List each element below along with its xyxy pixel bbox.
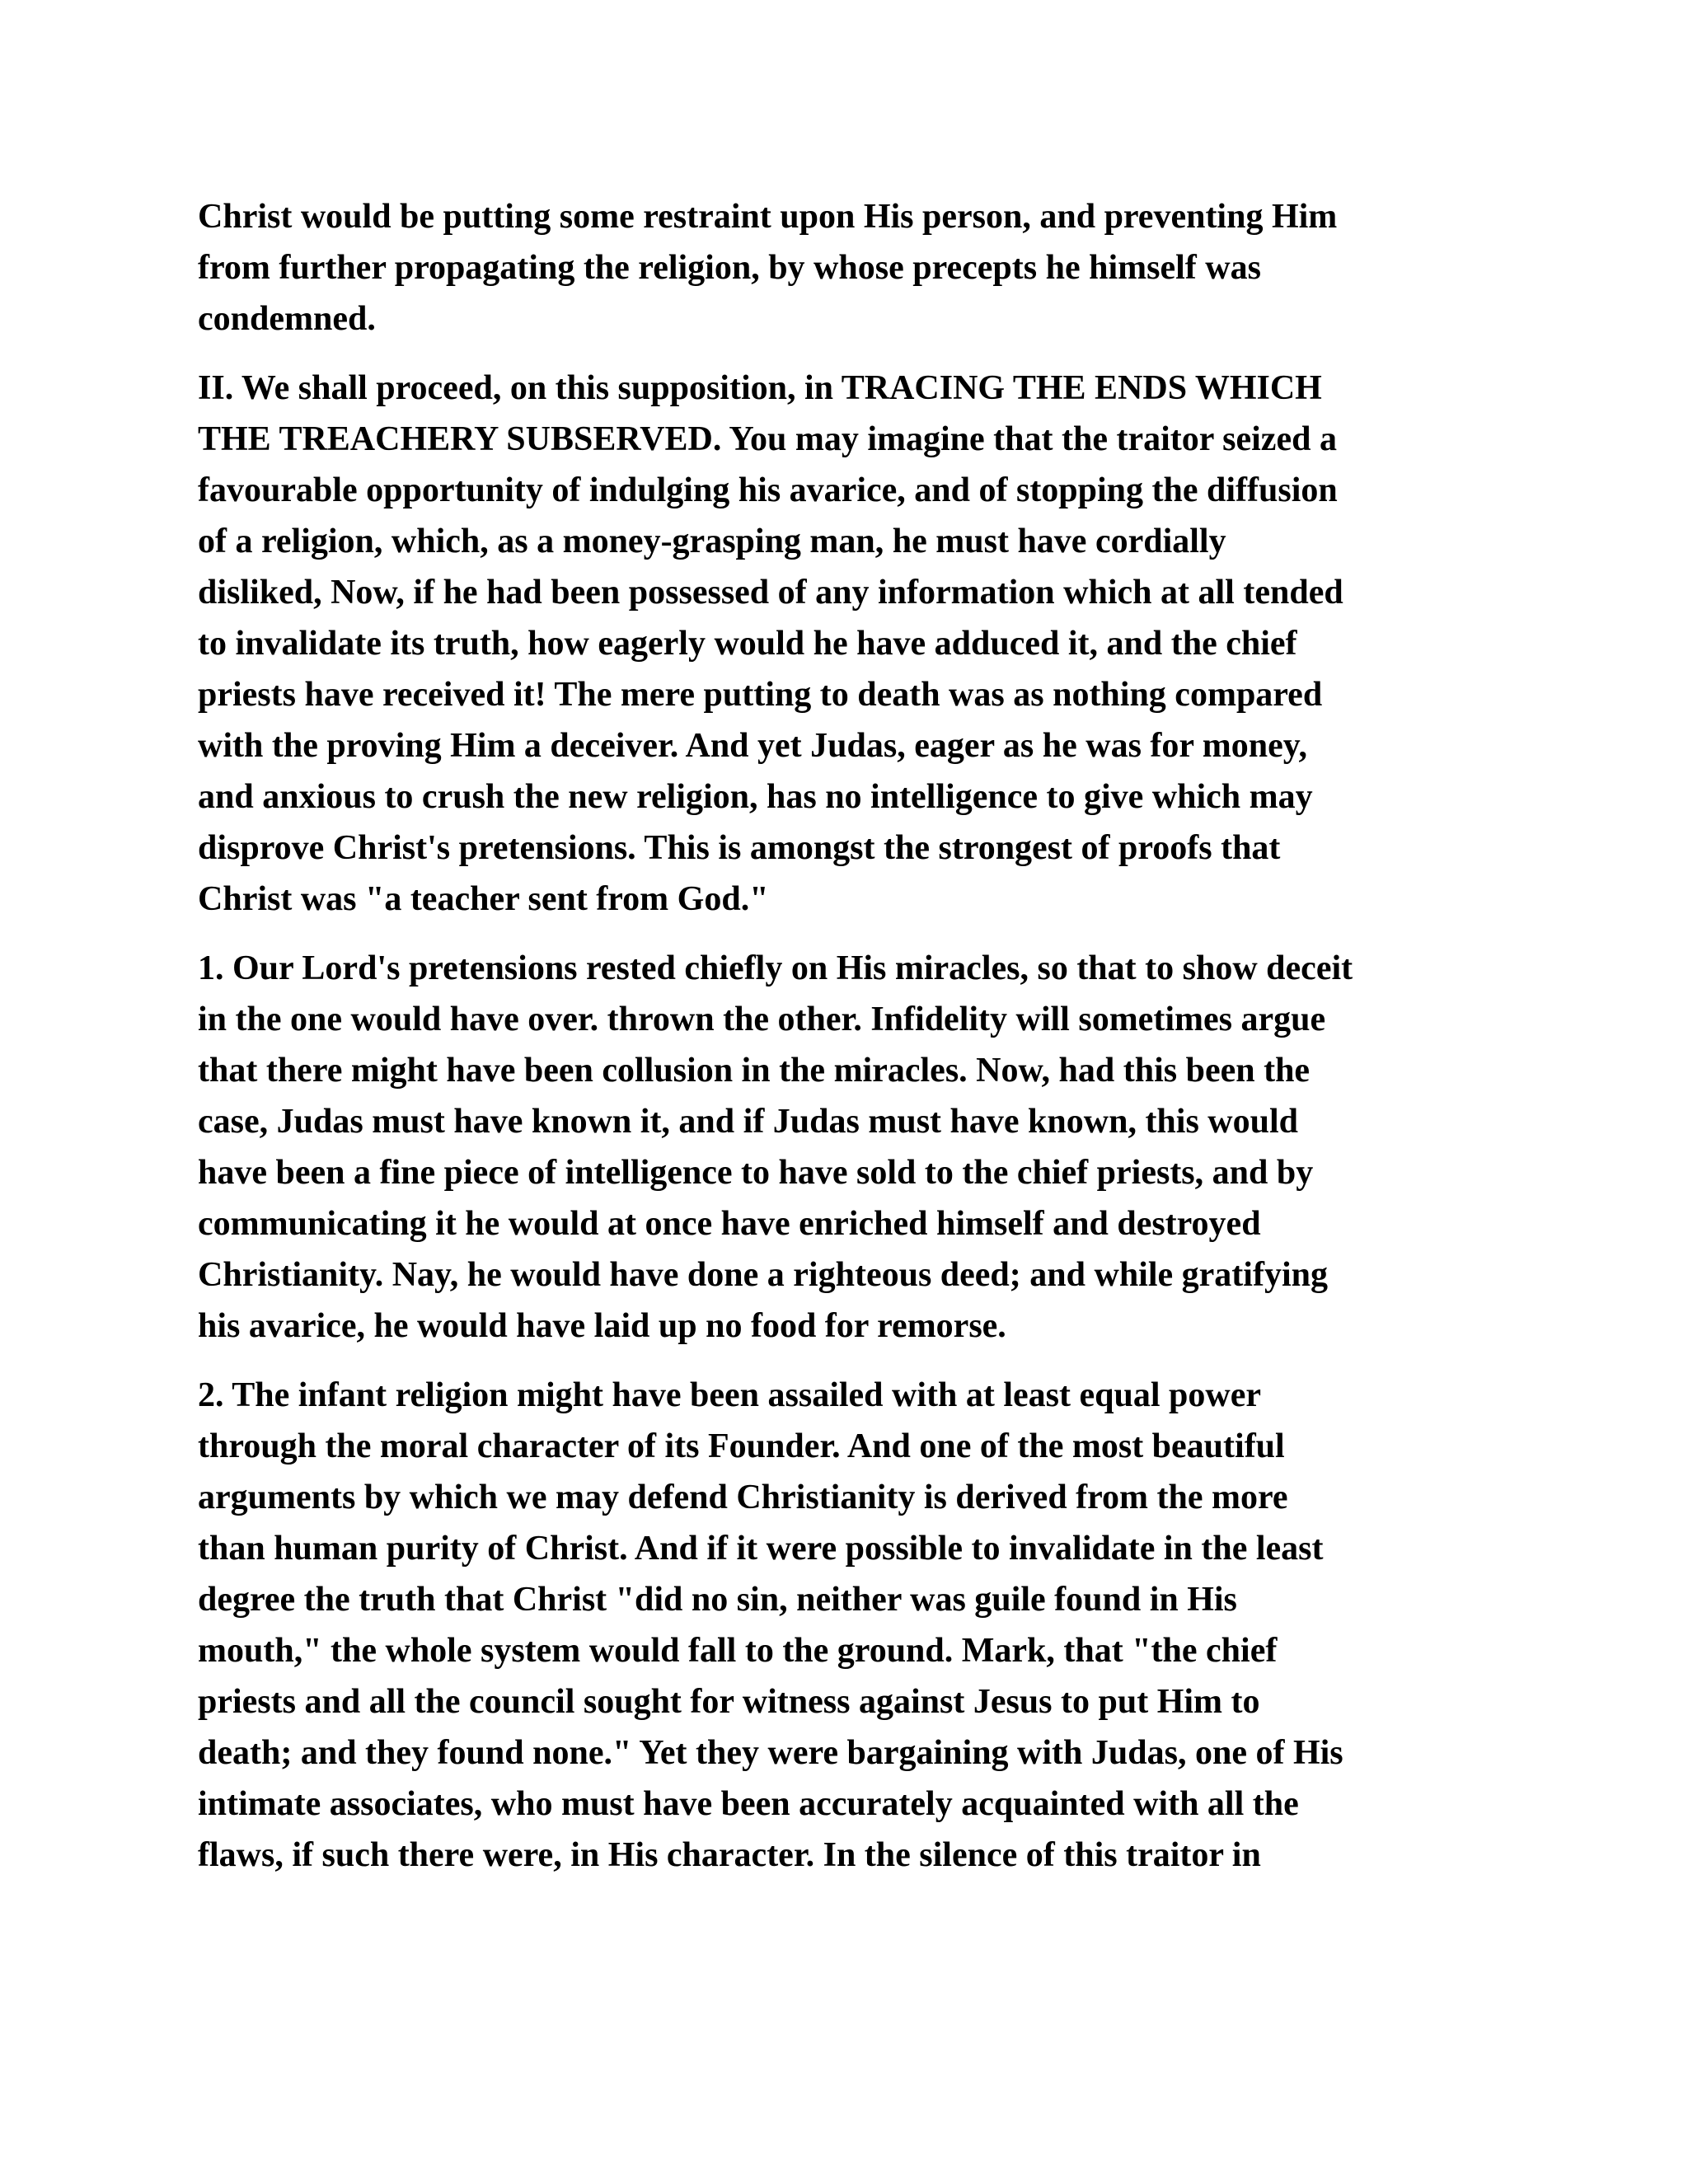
text-line: through the moral character of its Founder. And one of the most beautiful [198, 1427, 1285, 1465]
text-line: and anxious to crush the new religion, has no intelligence to give which may [198, 778, 1313, 816]
text-line: flaws, if such there were, in His character. In the silence of this traitor in [198, 1836, 1261, 1874]
text-line: condemned. [198, 300, 376, 338]
text-line: to invalidate its truth, how eagerly would he have adduced it, and the chief [198, 625, 1297, 663]
text-line: case, Judas must have known it, and if Judas must have known, this would [198, 1103, 1299, 1141]
text-line: degree the truth that Christ "did no sin, neither was guile found in His [198, 1581, 1237, 1619]
text-line: disliked, Now, if he had been possessed of any information which at all tended [198, 574, 1343, 612]
text-line: Christ was "a teacher sent from God." [198, 880, 769, 918]
text-line: favourable opportunity of indulging his avarice, and of stopping the diffusion [198, 471, 1338, 509]
text-line: that there might have been collusion in the miracles. Now, had this been the [198, 1052, 1311, 1090]
paragraph-3 [198, 943, 1500, 1352]
text-line: of a religion, which, as a money-grasping man, he must have cordially [198, 523, 1226, 560]
text-line: with the proving Him a deceiver. And yet Judas, eager as he was for money, [198, 727, 1307, 765]
text-line: Christianity. Nay, he would have done a righteous deed; and while gratifying [198, 1256, 1328, 1294]
text-line: than human purity of Christ. And if it were possible to invalidate in the least [198, 1530, 1324, 1568]
text-line: from further propagating the religion, by whose precepts he himself was [198, 249, 1261, 287]
paragraph-4 [198, 1370, 1500, 1881]
text-line: communicating it he would at once have enriched himself and destroyed [198, 1205, 1261, 1243]
text-line: disprove Christ's pretensions. This is amongst the strongest of proofs that [198, 829, 1281, 867]
text-line: Christ would be putting some restraint upon His person, and preventing Him [198, 198, 1338, 236]
body-text [198, 191, 1500, 1899]
text-line: have been a fine piece of intelligence to have sold to the chief priests, and by [198, 1154, 1314, 1192]
text-line: intimate associates, who must have been accurately acquainted with all the [198, 1785, 1299, 1823]
text-line: priests and all the council sought for witness against Jesus to put Him to [198, 1683, 1260, 1721]
text-line: arguments by which we may defend Christianity is derived from the more [198, 1479, 1288, 1516]
text-line: mouth," the whole system would fall to the ground. Mark, that "the chief [198, 1632, 1278, 1670]
paragraph-2 [198, 363, 1500, 925]
paragraph-1 [198, 191, 1500, 344]
text-line: priests have received it! The mere putting to death was as nothing compared [198, 676, 1323, 714]
text-line: 2. The infant religion might have been assailed with at least equal power [198, 1376, 1262, 1414]
text-line: in the one would have over. thrown the other. Infidelity will sometimes argue [198, 1001, 1326, 1038]
text-line: THE TREACHERY SUBSERVED. You may imagine that the traitor seized a [198, 420, 1337, 458]
text-line: death; and they found none." Yet they were bargaining with Judas, one of His [198, 1734, 1343, 1772]
text-line: his avarice, he would have laid up no food for remorse. [198, 1307, 1006, 1345]
text-line: 1. Our Lord's pretensions rested chiefly on His miracles, so that to show deceit [198, 949, 1353, 987]
text-line: II. We shall proceed, on this supposition, in TRACING THE ENDS WHICH [198, 369, 1322, 407]
